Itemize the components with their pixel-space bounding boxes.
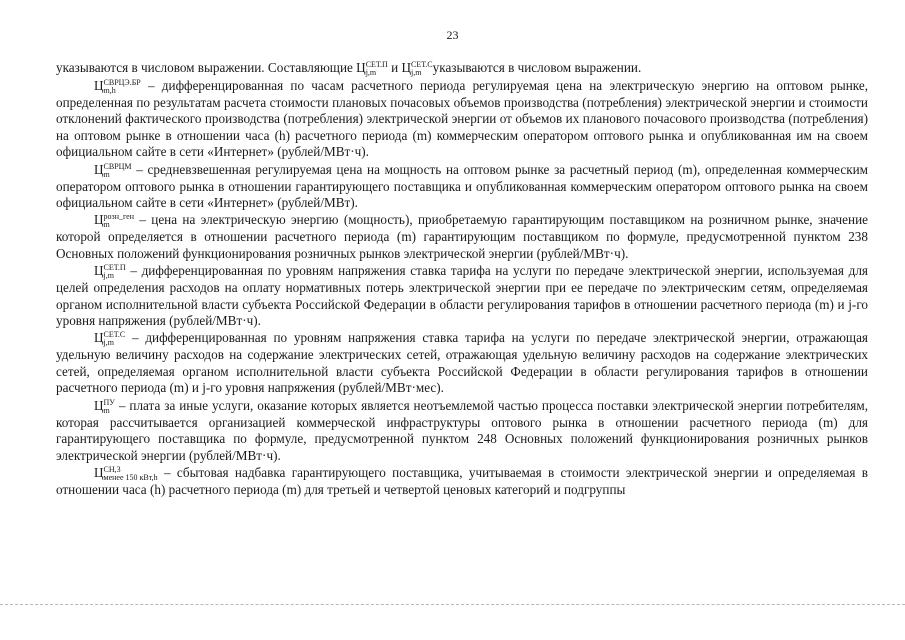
symbol-indices: СЕТ.С j,m: [410, 60, 433, 77]
document-body: [56, 60, 868, 499]
definition-text: – дифференцированная по уровням напряжения ставка тарифа на услуги по передаче электрической энергии, используемая для целей определения расходов на оплату нормативных потерь электрической энергии при ее передаче по электрическим сетям, определяемая органом исполнительной власти субъекта Российской Федерации в области регулирования тарифов в отношении расчетного периода (m) и j-го уровня напряжения (рублей/МВт·ч).: [56, 263, 868, 329]
definition-paragraph: [56, 212, 868, 262]
definition-paragraph: [56, 78, 868, 161]
intro-tail: указываются в числовом выражении.: [432, 60, 642, 75]
definition-symbol: Ц: [94, 330, 104, 346]
definition-text: – дифференцированная по часам расчетного периода регулируемая цена на электрическую энергию на оптовом рынке, определенная по результатам расчета стоимости плановых почасовых объемов производства (потребления) электрической энергии и стоимости отклонений фактического производства (потребления) электрической энергии от объемов их планового почасового производства (потребления) на оптовом рынке в отношении часа (h) расчетного периода (m) коммерческим оператором оптового рынка и опубликованная им на своем официальном сайте в сети «Интернет» (рублей/МВт·ч).: [56, 78, 868, 160]
intro-and: и: [387, 60, 402, 75]
definition-paragraph: [56, 330, 868, 396]
definition-text: – сбытовая надбавка гарантирующего поставщика, учитываемая в стоимости электрической энергии и определяемая в отношении часа (h) расчетного периода (m) для третьей и четвертой ценовых категорий и подгруппы: [56, 464, 868, 497]
page-number: 23: [446, 28, 459, 42]
definition-symbol: Ц: [94, 464, 104, 480]
definition-symbol: Ц: [94, 78, 104, 93]
symbol-indices: СЕТ.П j,m: [365, 60, 388, 77]
definition-paragraph: [56, 465, 868, 498]
symbol-indices: СН,3 менее 150 кВт,h: [103, 464, 158, 482]
symbol-indices: ПУ m: [103, 397, 115, 415]
definition-symbol: Ц: [94, 263, 104, 279]
definition-text: – дифференцированная по уровням напряжения ставка тарифа на услуги по передаче электрической энергии, отражающая удельную величину расходов на содержание электрических сетей, отражающая удельную величину расходов на содержание электрических сетей, определяемая органом исполнительной власти субъекта Российской Федерации в области регулирования тарифов в отношении расчетного периода (m) и j-го уровня напряжения (рублей/МВт·мес).: [56, 330, 868, 396]
definition-symbol: Ц: [94, 397, 104, 413]
symbol-indices: СВРЦМ m: [103, 161, 132, 179]
definition-text: – плата за иные услуги, оказание которых является неотъемлемой частью процесса поставки электрической энергии потребителям, которая рассчитывается организацией коммерческой инфраструктуры оптового рынка в отношении расчетного периода (m) для гарантирующего поставщика по формуле, предусмотренной пунктом 248 Основных положений функционирования розничных рынков электрической энергии (рублей/МВт·ч).: [56, 397, 868, 463]
symbol-indices: СЕТ.П j,m: [103, 263, 126, 281]
definition-paragraph: [56, 398, 868, 464]
symbol-c-set-p: Ц: [356, 60, 366, 75]
definition-text: – цена на электрическую энергию (мощность), приобретаемую гарантирующим поставщиком на розничном рынке, значение которой определяется в отношении расчетного периода (m) гарантирующим поставщиком по формуле, предусмотренной пунктом 238 Основных положений функционирования розничных рынков электрической энергии (рублей/МВт·ч).: [56, 212, 868, 261]
symbol-c-set-s: Ц: [401, 60, 411, 75]
definition-paragraph: [56, 162, 868, 212]
intro-paragraph: [56, 60, 868, 77]
symbol-indices: СВРЦЭ.БР m,h: [103, 78, 141, 95]
definition-text: – средневзвешенная регулируемая цена на мощность на оптовом рынке за расчетный период (m), определенная коммерческим оператором оптового рынка в отношении гарантирующего поставщика и опубликованная коммерческим оператором оптового рынка на своем официальном сайте в сети «Интернет» (рублей/МВт).: [56, 161, 868, 211]
symbol-indices: розн_ген m: [103, 212, 134, 230]
intro-lead: указываются в числовом выражении. Составляющие: [56, 60, 357, 75]
definition-paragraph: [56, 263, 868, 329]
definition-symbol: Ц: [94, 161, 104, 177]
symbol-indices: СЕТ.С j,m: [103, 330, 126, 348]
page-break-divider: [0, 604, 905, 605]
definition-symbol: Ц: [94, 212, 104, 228]
